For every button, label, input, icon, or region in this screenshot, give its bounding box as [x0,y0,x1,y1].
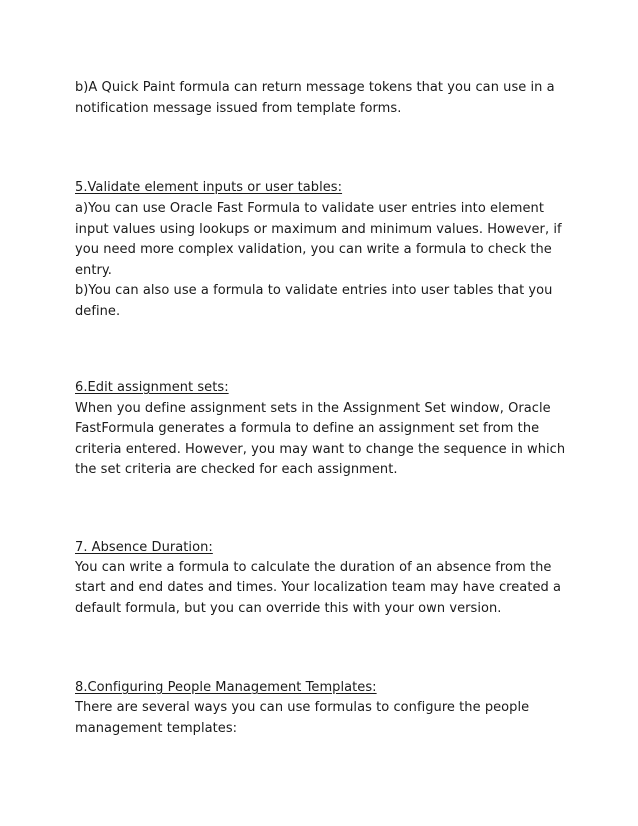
paragraph-line: you need more complex validation, you can write a formula to check the [75,242,552,257]
paragraph-line: a)You can use Oracle Fast Formula to validate user entries into element [75,201,544,216]
paragraph-line: notification message issued from template forms. [75,101,402,116]
section-heading: 5.Validate element inputs or user tables: [75,180,343,195]
paragraph-line: input values using lookups or maximum and minimum values. However, if [75,222,562,237]
paragraph-line: criteria entered. However, you may want to change the sequence in which [75,442,566,457]
section-heading: 6.Edit assignment sets: [75,380,229,395]
paragraph-line: the set criteria are checked for each assignment. [75,462,398,477]
paragraph-line: When you define assignment sets in the Assignment Set window, Oracle [75,401,551,416]
paragraph-line: define. [75,304,121,319]
paragraph-line: management templates: [75,721,238,736]
paragraph-line: entry. [75,263,112,278]
paragraph-line: default formula, but you can override this with your own version. [75,601,502,616]
paragraph-line: You can write a formula to calculate the duration of an absence from the [75,560,552,575]
section-heading: 8.Configuring People Management Templates: [75,680,377,695]
section-heading: 7. Absence Duration: [75,540,213,555]
paragraph-line: There are several ways you can use formulas to configure the people [75,700,530,715]
paragraph-line: b)You can also use a formula to validate entries into user tables that you [75,283,553,298]
paragraph-line: start and end dates and times. Your localization team may have created a [75,580,562,595]
paragraph-line: b)A Quick Paint formula can return message tokens that you can use in a [75,80,555,95]
paragraph-line: FastFormula generates a formula to define an assignment set from the [75,421,540,436]
